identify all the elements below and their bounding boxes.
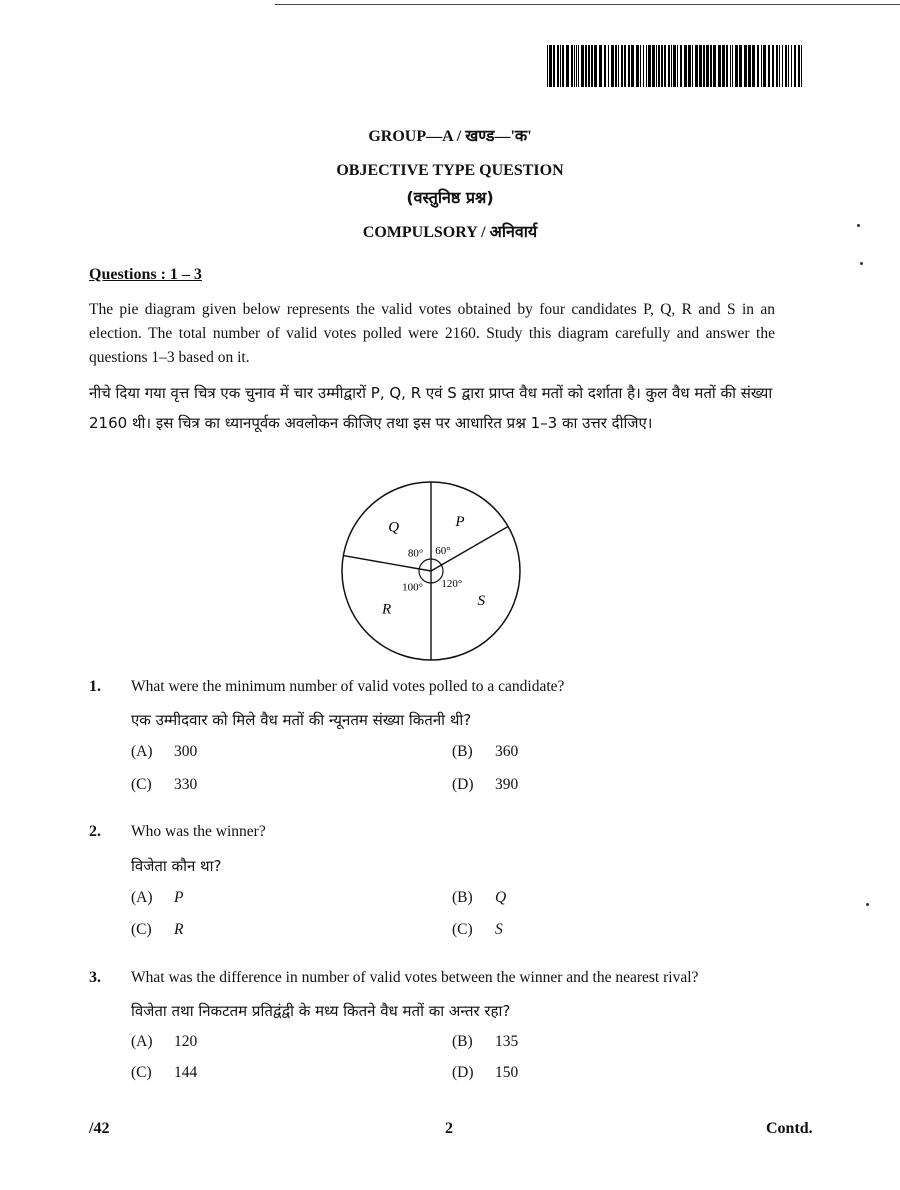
option-c[interactable] [131, 776, 197, 794]
option-text: R [174, 921, 184, 938]
barcode-bar [794, 45, 796, 87]
barcode-bar [673, 45, 676, 87]
pie-slice-label: R [381, 601, 392, 618]
group-heading: GROUP—A / खण्ड—'क' [368, 128, 532, 145]
page-number: 2 [445, 1120, 453, 1137]
question-text: What was the difference in number of valid votes between the winner and the nearest rival? [131, 969, 699, 986]
question-text: What were the minimum number of valid votes polled to a candidate? [131, 678, 565, 695]
compulsory-heading: COMPULSORY / अनिवार्य [362, 224, 538, 241]
barcode-bar [658, 45, 660, 87]
pie-slice-label: P [455, 513, 465, 530]
option-label: (D) [452, 1064, 474, 1081]
option-text: 150 [495, 1064, 519, 1081]
barcode-bar [801, 45, 802, 87]
barcode-bar [776, 45, 778, 87]
barcode-bar [788, 45, 789, 87]
barcode-bar [763, 45, 766, 87]
option-d[interactable] [452, 921, 503, 939]
option-label: (A) [131, 889, 153, 906]
question-text-hindi: एक उम्मीदवार को मिले वैध मतों की न्यूनतम संख्या कितनी थी? [131, 711, 472, 729]
option-label: (B) [452, 743, 473, 760]
option-b[interactable] [452, 743, 518, 761]
barcode-bar [668, 45, 670, 87]
question-number: 1. [89, 678, 101, 695]
barcode [547, 45, 805, 87]
option-text: Q [495, 889, 507, 906]
option-text: S [495, 921, 503, 938]
pie-slice-label: S [477, 593, 485, 609]
option-text: 360 [495, 743, 519, 760]
option-a[interactable] [131, 889, 183, 907]
barcode-bar [782, 45, 783, 87]
barcode-bar [664, 45, 666, 87]
option-label: (A) [131, 1033, 153, 1050]
barcode-bar [643, 45, 644, 87]
barcode-bar [744, 45, 747, 87]
option-label: (C) [131, 921, 152, 938]
barcode-bar [615, 45, 617, 87]
option-label: (B) [452, 889, 473, 906]
barcode-bar [560, 45, 561, 87]
option-text: 330 [174, 776, 198, 793]
barcode-bar [791, 45, 792, 87]
barcode-bar [732, 45, 733, 87]
objective-heading-hindi: (वस्तुनिष्ठ प्रश्न) [406, 188, 494, 207]
option-label: (B) [452, 1033, 473, 1050]
question-text: Who was the winner? [131, 823, 266, 840]
barcode-bar [656, 45, 657, 87]
option-b[interactable] [452, 1033, 518, 1051]
barcode-bar [671, 45, 672, 87]
barcode-bar [636, 45, 639, 87]
option-text: 144 [174, 1064, 198, 1081]
barcode-bar [713, 45, 716, 87]
option-text: 120 [174, 1033, 198, 1050]
barcode-bar [677, 45, 678, 87]
barcode-bar [562, 45, 564, 87]
question-text-hindi: विजेता कौन था? [131, 857, 222, 875]
barcode-bar [604, 45, 606, 87]
continued-label: Contd. [766, 1120, 813, 1137]
barcode-bar [722, 45, 725, 87]
barcode-bar [779, 45, 780, 87]
barcode-bar [571, 45, 573, 87]
barcode-bar [566, 45, 569, 87]
barcode-bar [710, 45, 712, 87]
top-rule [275, 4, 900, 5]
option-label: (C) [131, 1064, 152, 1081]
questions-heading: Questions : 1 – 3 [89, 266, 202, 283]
barcode-bar [576, 45, 577, 87]
barcode-bar [591, 45, 593, 87]
barcode-bar [703, 45, 705, 87]
barcode-bar [608, 45, 609, 87]
option-d[interactable] [452, 1064, 518, 1082]
barcode-bar [631, 45, 634, 87]
speck [857, 224, 860, 227]
pie-angle-label: 80° [407, 547, 424, 560]
pie-angle-label: 120° [441, 578, 463, 590]
option-label: (A) [131, 743, 153, 760]
barcode-bar [772, 45, 774, 87]
barcode-bar [739, 45, 742, 87]
speck [866, 903, 869, 906]
barcode-bar [547, 45, 548, 87]
question-number: 2. [89, 823, 101, 840]
barcode-bar [621, 45, 623, 87]
barcode-bar [618, 45, 619, 87]
barcode-bar [557, 45, 559, 87]
option-label: (C) [131, 776, 152, 793]
option-text: 390 [495, 776, 519, 793]
option-label: (C) [452, 921, 473, 938]
barcode-bar [574, 45, 575, 87]
barcode-bar [718, 45, 721, 87]
barcode-bar [752, 45, 755, 87]
barcode-bar [798, 45, 800, 87]
barcode-bar [648, 45, 651, 87]
barcode-bar [761, 45, 762, 87]
option-a[interactable] [131, 743, 197, 761]
paper-code: /42 [89, 1120, 110, 1137]
barcode-bar [688, 45, 691, 87]
option-text: P [174, 889, 184, 906]
barcode-bar [581, 45, 584, 87]
pie-angle-label: 100° [402, 581, 424, 594]
option-c[interactable] [131, 921, 183, 939]
barcode-bar [646, 45, 647, 87]
barcode-bar [730, 45, 731, 87]
intro-hindi: नीचे दिया गया वृत्त चित्र एक चुनाव में चार उम्मीद्वारों P, Q, R एवं S द्वारा प्राप्त वैध मतों को दर्शाता है। कुल वैध मतों की संख्या 2160 थी। इस चित्र का ध्यानपूर्वक अवलोकन कीजिए तथा इस पर आधारित प्रश्न 1–3 का उत्तर दीजिए। [89, 384, 773, 432]
option-c[interactable] [131, 1064, 197, 1082]
barcode-bar [594, 45, 597, 87]
barcode-bar [748, 45, 751, 87]
barcode-bar [549, 45, 552, 87]
option-d[interactable] [452, 776, 518, 794]
barcode-bar [699, 45, 702, 87]
barcode-bar [628, 45, 630, 87]
barcode-bar [684, 45, 687, 87]
option-a[interactable] [131, 1033, 197, 1051]
barcode-bar [611, 45, 614, 87]
speck [860, 262, 863, 265]
barcode-bar [757, 45, 759, 87]
barcode-bar [599, 45, 602, 87]
barcode-bar [695, 45, 698, 87]
barcode-bar [692, 45, 693, 87]
option-text: 300 [174, 743, 198, 760]
barcode-bar [768, 45, 770, 87]
question-text-hindi: विजेता तथा निकटतम प्रतिद्वंद्वी के मध्य कितने वैध मतों का अन्तर रहा? [131, 1002, 511, 1020]
barcode-bar [785, 45, 787, 87]
barcode-bar [726, 45, 728, 87]
question-number: 3. [89, 969, 101, 986]
barcode-bar [652, 45, 655, 87]
barcode-bar [588, 45, 590, 87]
barcode-bar [706, 45, 709, 87]
barcode-bar [680, 45, 682, 87]
option-text: 135 [495, 1033, 519, 1050]
barcode-bar [661, 45, 663, 87]
barcode-bar [624, 45, 626, 87]
barcode-bar [578, 45, 579, 87]
barcode-bar [553, 45, 555, 87]
option-b[interactable] [452, 889, 506, 907]
barcode-bar [735, 45, 738, 87]
pie-chart [335, 470, 525, 665]
barcode-bar [585, 45, 587, 87]
pie-angle-label: 60° [435, 545, 451, 558]
option-label: (D) [452, 776, 474, 793]
pie-slice-label: Q [388, 519, 400, 536]
barcode-bar [640, 45, 641, 87]
objective-heading: OBJECTIVE TYPE QUESTION [336, 162, 564, 179]
intro-english: The pie diagram given below represents the valid votes obtained by four candidates P, Q, R and S in an election. The total number of valid votes polled were 2160. Study this diagram carefully and answer the questions 1–3 based on it. [89, 301, 775, 366]
